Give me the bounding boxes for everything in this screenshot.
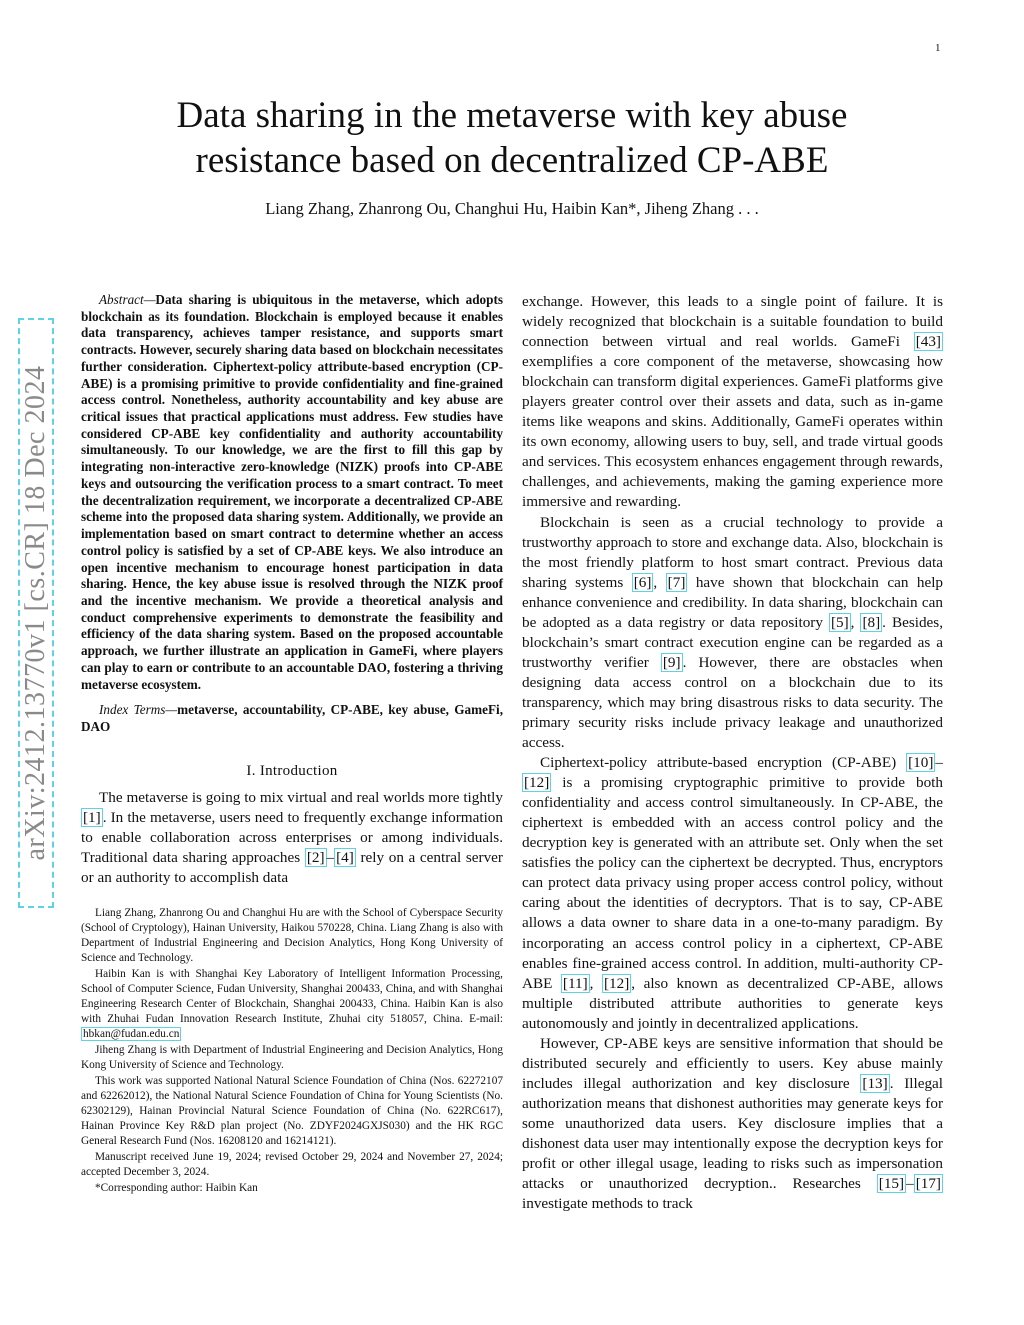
citation-link[interactable]: [7]: [667, 573, 686, 591]
text-run: ,: [850, 613, 861, 631]
text-run: Haibin Kan is with Shanghai Key Laboratory of Intelligent Information Processing, School of Computer Science, Fudan University, Shanghai 200433, China, and with Shanghai Engineering Research Center of Blockchain, Shanghai 200433, China. Haibin Kan is also with Zhuhai Fudan Innovation Research Institute, Zhuhai city 518057, China. E-mail:: [81, 967, 503, 1025]
text-run: , also known as decentralized CP-ABE, allows multiple distributed attribute authorities to generate keys autonomously and jointly in decentralized applications.: [522, 974, 943, 1032]
citation-link[interactable]: [17]: [915, 1175, 941, 1193]
text-run: exemplifies a core component of the metaverse, showcasing how blockchain can transform digital experiences. GameFi platforms give players greater control over their assets and data, such as in-game items like weapons and skins. Additionally, GameFi operates within its own economy, allowing users to buy, sell, and trade virtual goods and services. This ecosystem enhances engagement through rewards, challenges, and achievements, making the gaming experience more immersive and rewarding.: [522, 353, 943, 511]
index-terms-label: Index Terms—: [99, 702, 178, 718]
citation-link[interactable]: [4]: [336, 848, 354, 866]
citation-link[interactable]: [5]: [830, 613, 849, 631]
paragraph: [522, 513, 943, 754]
text-run: . However, there are obstacles when designing data access control on a blockchain due to its transparency, which may bring disastrous risks to data security. The primary security risks include privacy leakage and unauthorized access.: [522, 653, 944, 752]
citation-link[interactable]: [6]: [633, 573, 652, 591]
text-run: investigate methods to track: [522, 1195, 693, 1213]
citation-link[interactable]: [12]: [524, 774, 550, 792]
citation-link[interactable]: [8]: [862, 613, 881, 631]
text-run: –: [935, 754, 943, 772]
page-number: 1: [935, 42, 941, 54]
author-list: Liang Zhang, Zhanrong Ou, Changhui Hu, Haibin Kan*, Jiheng Zhang . . .: [265, 199, 759, 218]
abstract-label: Abstract—: [99, 292, 156, 307]
section-heading: I. Introduction: [246, 762, 338, 779]
paragraph: [522, 292, 943, 513]
text-run: . Illegal authorization means that dishonest authorities may generate keys for some unauthorized data users. Key disclosure implies that a dishonest data user may intentionally expose the decryption keys for profit or other illegal usage, leading to risks such as impersonation attacks or unauthorized decryption.. Researches: [522, 1074, 943, 1193]
text-run: Blockchain is seen as a crucial technology to provide a trustworthy approach to store and exchange data. Also, blockchain is the most friendly platform to host smart contract. Previous data sharing systems: [522, 513, 943, 591]
text-run: ,: [653, 573, 666, 591]
text-run: rely on a central server or an authority to accomplish data: [81, 848, 503, 886]
abstract: [81, 292, 503, 693]
paper-title: Data sharing in the metaverse with key abuse resistance based on decentralized CP-ABE: [176, 95, 848, 181]
text-run: However, CP-ABE keys are sensitive information that should be distributed securely and efficiently to users. Key abuse mainly includes illegal authorization and key disclosure: [522, 1034, 943, 1092]
text-run: –: [906, 1175, 914, 1193]
intro-left: [81, 788, 503, 888]
intro-paragraph: [81, 788, 503, 888]
text-run: ,: [589, 974, 602, 992]
abstract-text: Data sharing is ubiquitous in the metaverse, which adopts blockchain as its foundation. Blockchain is employed because it enables data transparency, achieves tamper resistance, and supports smart contracts. However, securely sharing data based on blockchain necessitates further consideration. Ciphertext-policy attribute-based encryption (CP-ABE) is a promising primitive to provide confidentiality and fine-grained access control. Nonetheless, authority accountability and key abuse are critical issues that practical applications must address. Few studies have considered CP-ABE key confidentiality and authority accountability simultaneously. To our knowledge, we are the first to fill this gap by integrating non-interactive zero-knowledge (NIZK) proofs into CP-ABE keys and outsourcing the verification process to a smart contract. To meet the decentralization requirement, we incorporate a decentralized CP-ABE scheme into the proposed data sharing system. Additionally, we provide an implementation based on smart contract to determine whether an access control policy is satisfied by a set of CP-ABE keys. We also introduce an open incentive mechanism to encourage honest participation in data sharing. Hence, the key abuse issue is resolved through the NIZK proof and the incentive mechanism. We provide a theoretical analysis and conduct comprehensive experiments to demonstrate the feasibility and efficiency of the data sharing system. Based on the proposed accountable approach, we further illustrate an application in GameFi, where players can play to earn or contribute to an accountable DAO, fostering a thriving metaverse ecosystem.: [81, 292, 503, 692]
citation-link[interactable]: [15]: [878, 1175, 905, 1193]
citation-link[interactable]: [10]: [908, 754, 934, 772]
citation-link[interactable]: [1]: [83, 808, 101, 826]
citation-link[interactable]: [9]: [662, 653, 681, 671]
arxiv-stamp-box[interactable]: [18, 318, 54, 908]
text-run: exchange. However, this leads to a single point of failure. It is widely recognized that blockchain is a suitable foundation to build connection between virtual and real worlds. GameFi: [522, 293, 943, 351]
footnote-corresponding: *Corresponding author: Haibin Kan: [95, 1181, 258, 1194]
footnotes: [81, 906, 503, 1196]
citation-link[interactable]: [12]: [603, 974, 630, 992]
text-run: . Besides, blockchain’s smart contract execution engine can be regarded as a trustworthy verifier: [522, 613, 944, 671]
index-terms-text: metaverse, accountability, CP-ABE, key abuse, GameFi, DAO: [81, 702, 503, 734]
footnote-affiliation-3: Jiheng Zhang is with Department of Industrial Engineering and Decision Analytics, Hong Kong University of Science and Technology.: [81, 1043, 503, 1071]
paragraph: [522, 753, 943, 1034]
text-run: –: [326, 848, 335, 866]
citation-link[interactable]: [11]: [562, 974, 588, 992]
text-run: have shown that blockchain can help enhance convenience and credibility. In data sharing, blockchain can be adopted as a data registry or data repository: [522, 573, 944, 631]
footnote-affiliation-1: Liang Zhang, Zhanrong Ou and Changhui Hu are with the School of Cyberspace Security (School of Cryptology), Hainan University, Haikou 570228, China. Liang Zhang is also with Department of Industrial Engineering and Decision Analytics, Hong Kong University of Science and Technology.: [81, 906, 503, 964]
footnote-affiliation-2: [81, 967, 503, 1042]
text-run: . In the metaverse, users need to frequently exchange information to enable collaboration across enterprises or among individuals. Traditional data sharing approaches: [81, 808, 503, 866]
citation-link[interactable]: [43]: [915, 333, 941, 351]
left-column: [81, 292, 503, 1197]
footnote-funding: This work was supported National Natural Science Foundation of China (Nos. 62272107 and 62262012), the National Natural Science Foundation of China for Young Scientists (No. 62302129), Hainan Provincial Natural Science Foundation of China (No. 622RC617), Hainan Province Key R&D plan project (No. ZDYF2024GXJS030) and the HK RGC General Research Fund (Nos. 16208120 and 16214121).: [81, 1074, 503, 1147]
right-column: [522, 292, 943, 1214]
text-run: The metaverse is going to mix virtual and real worlds more tightly: [99, 788, 503, 806]
arxiv-stamp[interactable]: arXiv:2412.13770v1 [cs.CR] 18 Dec 2024: [20, 365, 51, 861]
text-run: is a promising cryptographic primitive to provide both confidentiality and access control simultaneously. In CP-ABE, the ciphertext is embedded with an access control policy and the decryption key is generated with an attribute set. Only when the set satisfies the policy can the ciphertext be decrypted. Thus, encryptors can protect data privacy using proper access control policy, without caring about the identities of decryptors. That is to say, CP-ABE allows a data owner to share data in a one-to-many paradigm. By incorporating an access control policy in a ciphertext, CP-ABE enables fine-grained access control. In addition, multi-authority CP-ABE: [522, 774, 943, 992]
email-link[interactable]: hbkan@fudan.edu.cn: [83, 1027, 180, 1040]
citation-link[interactable]: [2]: [306, 848, 325, 866]
paragraph: [522, 1034, 943, 1214]
index-terms: [81, 702, 503, 735]
text-run: Ciphertext-policy attribute-based encryption (CP-ABE): [540, 754, 907, 772]
footnote-manuscript: Manuscript received June 19, 2024; revised October 29, 2024 and November 27, 2024; accepted December 3, 2024.: [81, 1150, 503, 1178]
citation-link[interactable]: [13]: [862, 1074, 888, 1092]
